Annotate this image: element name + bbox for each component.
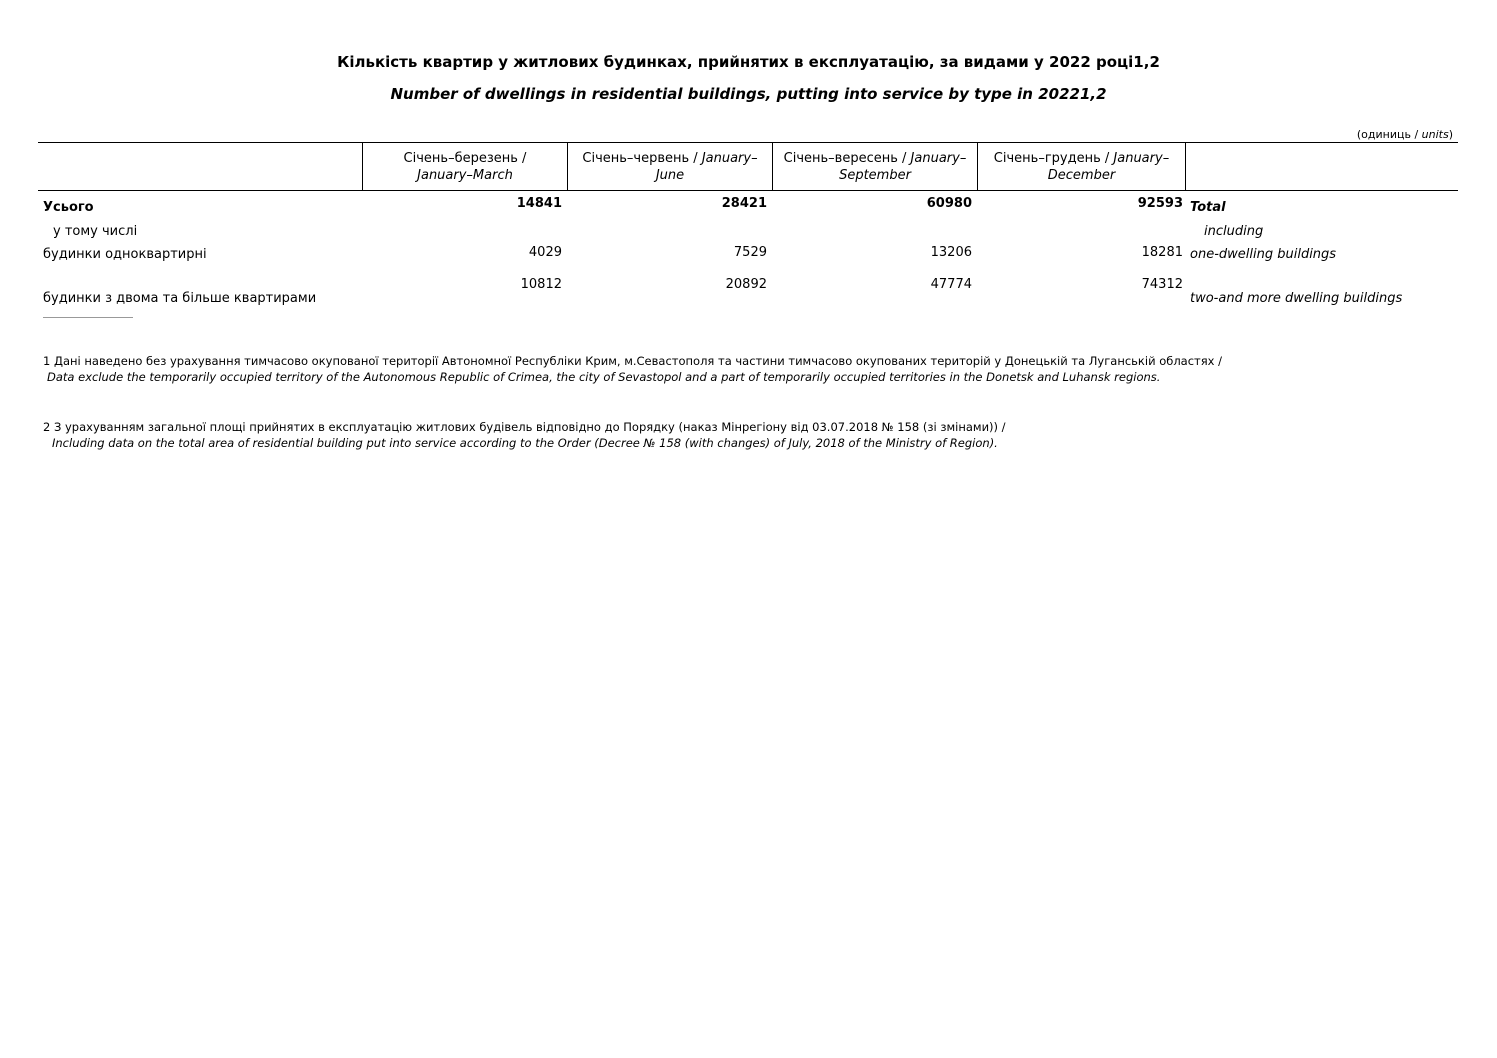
table-cell: 7529 xyxy=(733,245,767,260)
table-top-rule xyxy=(38,142,1458,143)
units-close: ) xyxy=(1448,128,1453,141)
column-header-en2: December xyxy=(1047,168,1116,183)
page-title: Кількість квартир у житлових будинках, прийнятих в експлуатацію, за видами у 2022 році1,2 xyxy=(337,53,1160,71)
column-header-ua: Січень–березень / xyxy=(403,151,527,166)
table-cell: 74312 xyxy=(1141,277,1183,292)
units-note xyxy=(1357,128,1453,141)
footnote-2-ua: 2 З урахуванням загальної площі прийнятих в експлуатацію житлових будівель відповідно до Порядку (наказ Мінрегіону від 03.07.2018 № 158 (зі змінами)) / xyxy=(43,420,1006,434)
column-header-en: January– xyxy=(1113,151,1170,166)
row-label-total: Усього xyxy=(43,200,94,215)
column-divider xyxy=(1185,143,1186,190)
table-cell: 18281 xyxy=(1141,245,1183,260)
table-cell: 13206 xyxy=(930,245,972,260)
column-header-ua: Січень–червень / xyxy=(582,151,702,166)
row-label-multi-dwelling-en: two-and more dwelling buildings xyxy=(1190,291,1403,306)
row-label-one-dwelling-en: one-dwelling buildings xyxy=(1190,247,1337,262)
column-header-q1 xyxy=(363,150,567,184)
column-header-en2: September xyxy=(839,168,911,183)
row-label-including: у тому числі xyxy=(53,224,138,239)
column-header-en2: June xyxy=(655,168,685,183)
row-label-total-en: Total xyxy=(1190,200,1226,215)
table-cell: 47774 xyxy=(930,277,972,292)
table-cell: 20892 xyxy=(725,277,767,292)
table-cell: 92593 xyxy=(1137,196,1183,211)
column-header-en: January– xyxy=(701,151,758,166)
table-header-rule xyxy=(38,190,1458,191)
row-label-including-en: including xyxy=(1204,224,1264,239)
column-header-h1 xyxy=(568,150,772,184)
column-header-ua: Січень–вересень / xyxy=(783,151,911,166)
table-cell: 28421 xyxy=(721,196,767,211)
footnote-1-en: Data exclude the temporarily occupied territory of the Autonomous Republic of Crimea, the city of Sevastopol and a part of temporarily occupied territories in the Donetsk and Luhansk regions. xyxy=(47,370,1161,384)
footnote-1-ua: 1 Дані наведено без урахування тимчасово окупованої території Автономної Республіки Крим, м.Севастополя та частини тимчасово окупованих територій у Донецькій та Луганській областях / xyxy=(43,354,1223,368)
table-cell: 14841 xyxy=(516,196,562,211)
column-header-ua: Січень–грудень / xyxy=(993,151,1114,166)
column-header-9m xyxy=(773,150,977,184)
footnote-2-en: Including data on the total area of residential building put into service according to the Order (Decree № 158 (with changes) of July, 2018 of the Ministry of Region). xyxy=(52,436,998,450)
column-header-year xyxy=(978,150,1185,184)
footnote-separator xyxy=(43,317,133,318)
units-ua: (одиниць / xyxy=(1356,128,1422,141)
units-en: units xyxy=(1421,128,1449,141)
column-header-en: January– xyxy=(910,151,967,166)
column-header-en: January–March xyxy=(417,168,513,183)
table-cell: 4029 xyxy=(528,245,562,260)
row-label-one-dwelling: будинки одноквартирні xyxy=(43,247,207,262)
row-label-multi-dwelling: будинки з двома та більше квартирами xyxy=(43,291,317,306)
table-cell: 60980 xyxy=(926,196,972,211)
table-cell: 10812 xyxy=(520,277,562,292)
page-subtitle: Number of dwellings in residential buildings, putting into service by type in 20221,2 xyxy=(390,85,1107,103)
